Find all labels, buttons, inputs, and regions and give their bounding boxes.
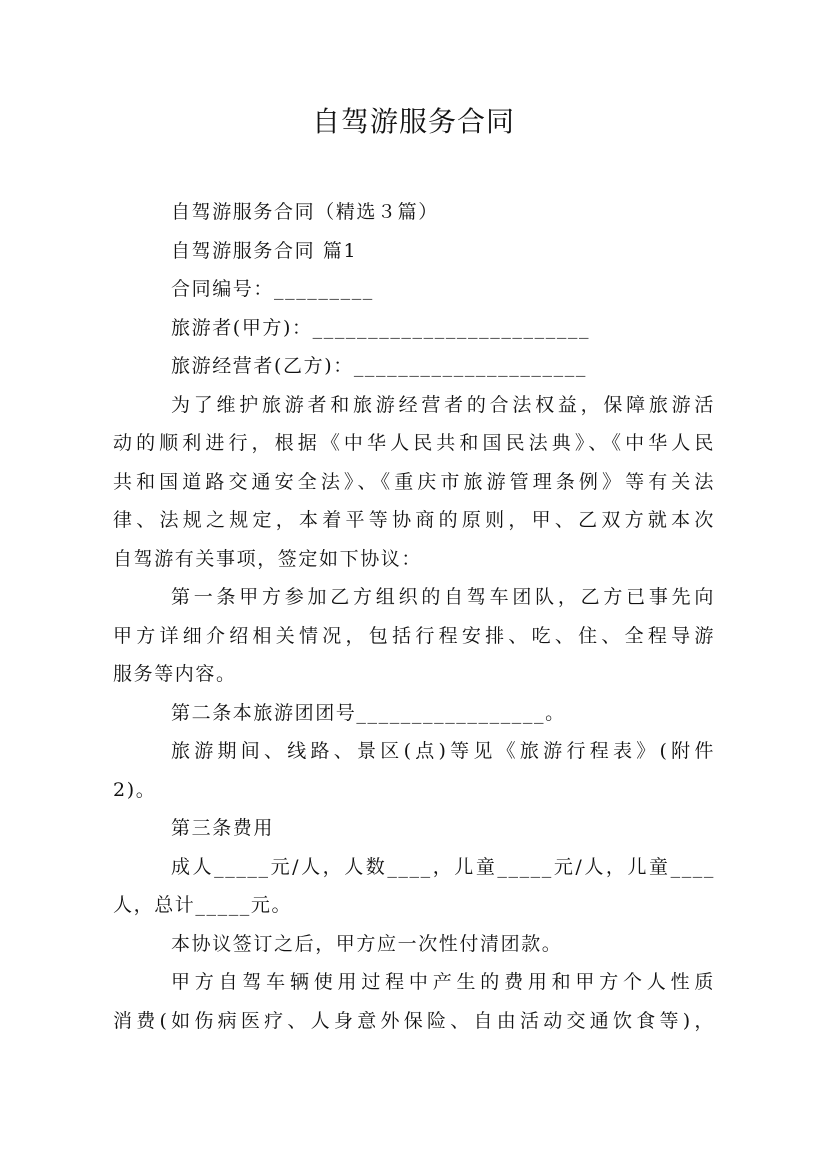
text-line: 甲方详细介绍相关情况，包括行程安排、吃、住、全程导游: [113, 624, 715, 647]
text-line: 消费(如伤病医疗、人身意外保险、自由活动交通饮食等)，: [113, 1009, 715, 1032]
document-body: [113, 193, 715, 1040]
text-line: 律、法规之规定，本着平等协商的原则，甲、乙双方就本次: [113, 509, 715, 531]
text-line: 服务等内容。: [113, 663, 237, 685]
text-line: 旅游经营者(乙方)：_____________________: [171, 355, 587, 377]
text-line: 为了维护旅游者和旅游经营者的合法权益，保障旅游活: [171, 393, 715, 416]
text-line: 甲方自驾车辆使用过程中产生的费用和甲方个人性质: [171, 971, 715, 993]
text-line: 旅游者(甲方)：_________________________: [171, 316, 591, 339]
text-line: 自驾游服务合同（精选３篇）: [171, 201, 439, 223]
text-line: 旅游期间、线路、景区(点)等见《旅游行程表》(附件: [171, 740, 715, 762]
text-line: 第三条费用: [171, 817, 275, 839]
text-line: 合同编号：_________: [171, 278, 374, 300]
document-title: 自驾游服务合同: [311, 105, 515, 138]
text-line: 2)。: [113, 778, 157, 801]
text-line: 自驾游服务合同 篇1: [171, 239, 358, 262]
text-line: 第一条甲方参加乙方组织的自驾车团队，乙方已事先向: [171, 586, 715, 608]
text-line: 第二条本旅游团团号_________________。: [171, 701, 566, 724]
text-line: 成人_____元/人，人数____，儿童_____元/人，儿童____: [171, 855, 715, 878]
text-line: 自驾游有关事项，签定如下协议：: [113, 547, 423, 570]
text-line: 动的顺利进行，根据《中华人民共和国民法典》、《中华人民: [113, 432, 715, 454]
text-line: 共和国道路交通安全法》、《重庆市旅游管理条例》等有关法: [113, 470, 715, 493]
text-line: 本协议签订之后，甲方应一次性付清团款。: [171, 932, 563, 955]
text-line: 人，总计_____元。: [113, 894, 293, 916]
